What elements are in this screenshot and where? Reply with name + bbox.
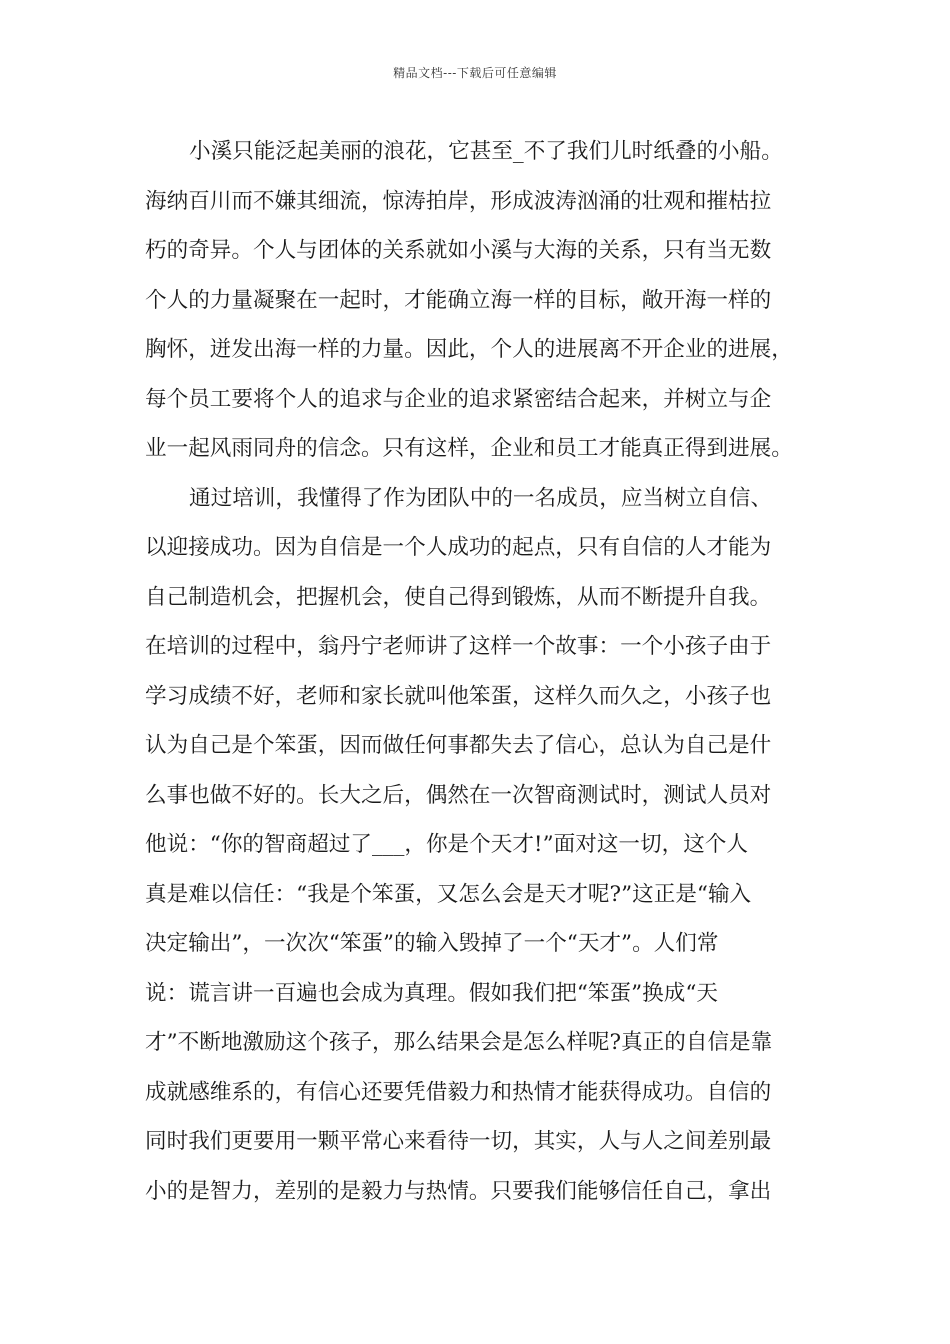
paragraph-1-line: 业一起风雨同舟的信念。只有这样，企业和员工才能真正得到进展。 <box>145 436 793 461</box>
paragraph-2-line: 学习成绩不好，老师和家长就叫他笨蛋，这样久而久之，小孩子也 <box>145 683 772 709</box>
paragraph-2-line: 以迎接成功。因为自信是一个人成功的起点，只有自信的人才能为 <box>145 535 772 560</box>
paragraph-1-line: 个人的力量凝聚在一起时，才能确立海一样的目标，敞开海一样的 <box>145 287 772 313</box>
paragraph-2-line: 才”不断地激励这个孩子，那么结果会是怎么样呢?真正的自信是靠 <box>145 1030 773 1055</box>
paragraph-2-line: 小的是智力，差别的是毅力与热情。只要我们能够信任自己，拿出 <box>145 1178 772 1204</box>
paragraph-2-line: 真是难以信任：“我是个笨蛋，又怎么会是天才呢?”这正是“输入 <box>145 881 752 907</box>
document-header: 精品文档---下载后可任意编辑 <box>393 66 557 80</box>
paragraph-1-line: 海纳百川而不嫌其细流，惊涛拍岸，形成波涛汹涌的壮观和摧枯拉 <box>145 188 772 214</box>
paragraph-2-line: 决定输出”，一次次“笨蛋”的输入毁掉了一个“天才”。人们常 <box>145 931 719 956</box>
paragraph-2-line: 说：谎言讲一百遍也会成为真理。假如我们把“笨蛋”换成“天 <box>145 980 718 1006</box>
paragraph-1-line: 小溪只能泛起美丽的浪花，它甚至_不了我们儿时纸叠的小船。 <box>189 139 783 164</box>
paragraph-2-line: 他说：“你的智商超过了___，你是个天才!”面对这一切，这个人 <box>145 832 748 857</box>
paragraph-2-line: 在培训的过程中，翁丹宁老师讲了这样一个故事：一个小孩子由于 <box>145 634 772 659</box>
paragraph-2-line: 成就感维系的，有信心还要凭借毅力和热情才能获得成功。自信的 <box>145 1079 772 1105</box>
document-body <box>145 127 825 1216</box>
paragraph-2-line: 同时我们更要用一颗平常心来看待一切，其实，人与人之间差别最 <box>145 1129 772 1154</box>
paragraph-2-line: 认为自己是个笨蛋，因而做任何事都失去了信心，总认为自己是什 <box>145 733 772 758</box>
paragraph-1-line: 每个员工要将个人的追求与企业的追求紧密结合起来，并树立与企 <box>145 386 772 412</box>
paragraph-1-line: 胸怀，迸发出海一样的力量。因此，个人的进展离不开企业的进展， <box>145 337 793 362</box>
paragraph-2-line: 么事也做不好的。长大之后，偶然在一次智商测试时，测试人员对 <box>145 782 772 808</box>
paragraph-2-line: 通过培训，我懂得了作为团队中的一名成员，应当树立自信、 <box>189 485 773 511</box>
paragraph-2-line: 自己制造机会，把握机会，使自己得到锻炼，从而不断提升自我。 <box>145 584 772 610</box>
paragraph-1-line: 朽的奇异。个人与团体的关系就如小溪与大海的关系，只有当无数 <box>145 238 772 263</box>
